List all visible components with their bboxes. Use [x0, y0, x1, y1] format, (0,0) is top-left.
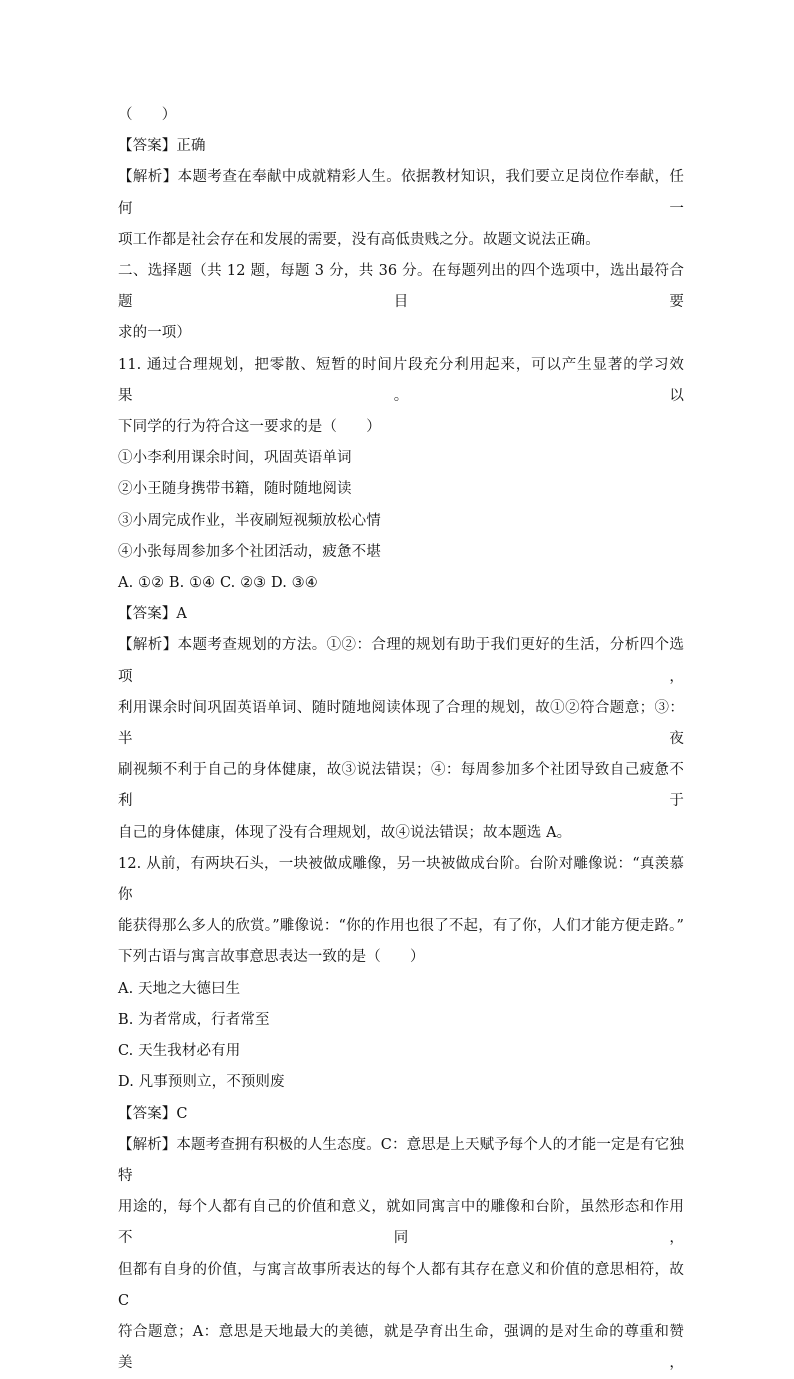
question-11-analysis-line: 刷视频不利于自己的身体健康，故③说法错误；④：每周参加多个社团导致自己疲惫不利于 [118, 762, 684, 810]
question-11-statement-4: ④小张每周参加多个社团活动，疲惫不堪 [118, 543, 381, 560]
question-12-option-b: B. 为者常成，行者常至 [118, 1011, 270, 1028]
question-11-options: A. ①② B. ①④ C. ②③ D. ③④ [118, 575, 318, 592]
question-11-analysis-line: 利用课余时间巩固英语单词、随时随地阅读体现了合理的规划，故①②符合题意；③：半夜 [118, 699, 684, 748]
question-12-analysis-line: 但都有自身的价值，与寓言故事所表达的每个人都有其存在意义和价值的意思相符，故 C [118, 1261, 684, 1309]
analysis-paragraph-line: 【解析】本题考查在奉献中成就精彩人生。依据教材知识，我们要立足岗位作奉献，任何一 [118, 169, 684, 217]
question-12-option-d: D. 凡事预则立，不预则废 [118, 1074, 285, 1091]
question-12-stem: 12. 从前，有两块石头，一块被做成雕像，另一块被做成台阶。台阶对雕像说：“真羡慕你 [118, 855, 684, 904]
question-12-option-c: C. 天生我材必有用 [118, 1043, 241, 1060]
document-body [118, 100, 684, 1379]
answer-label: 【答案】正确 [118, 138, 206, 155]
question-12-stem: 下列古语与寓言故事意思表达一致的是（ ） [118, 949, 425, 966]
question-12-option-a: A. 天地之大德曰生 [118, 980, 241, 997]
question-12-stem: 能获得那么多人的欣赏。”雕像说：“你的作用也很了不起，有了你，人们才能方便走路。” [118, 918, 684, 935]
question-11-analysis-line: 【解析】本题考查规划的方法。①②：合理的规划有助于我们更好的生活，分析四个选项， [118, 637, 684, 685]
question-11-answer: 【答案】A [118, 606, 187, 623]
analysis-paragraph-line: 项工作都是社会存在和发展的需要，没有高低贵贱之分。故题文说法正确。 [118, 231, 600, 248]
question-11-analysis-line: 自己的身体健康，体现了没有合理规划，故④说法错误；故本题选 A。 [118, 824, 572, 841]
question-11-statement-1: ①小李利用课余时间，巩固英语单词 [118, 450, 352, 467]
question-12-analysis-line: 【解析】本题考查拥有积极的人生态度。C：意思是上天赋予每个人的才能一定是有它独特 [118, 1136, 684, 1184]
section-heading: 二、选择题（共 12 题，每题 3 分，共 36 分。在每题列出的四个选项中，选出最符合题目要 [118, 263, 684, 311]
question-12-analysis-line: 符合题意；A：意思是天地最大的美德，就是孕育出生命，强调的是对生命的尊重和赞美， [118, 1323, 684, 1372]
question-12-analysis-line: 用途的，每个人都有自己的价值和意义，就如同寓言中的雕像和台阶，虽然形态和作用不同， [118, 1199, 684, 1247]
question-11-statement-3: ③小周完成作业，半夜刷短视频放松心情 [118, 512, 381, 529]
question-12-answer: 【答案】C [118, 1105, 188, 1122]
blank-answer-bracket: （ ） [118, 107, 177, 123]
section-heading: 求的一项） [118, 325, 191, 342]
question-11-stem: 11. 通过合理规划，把零散、短暂的时间片段充分利用起来，可以产生显著的学习效果。以 [118, 356, 684, 404]
question-11-statement-2: ②小王随身携带书籍，随时随地阅读 [118, 481, 352, 498]
question-11-stem: 下同学的行为符合这一要求的是（ ） [118, 419, 381, 436]
